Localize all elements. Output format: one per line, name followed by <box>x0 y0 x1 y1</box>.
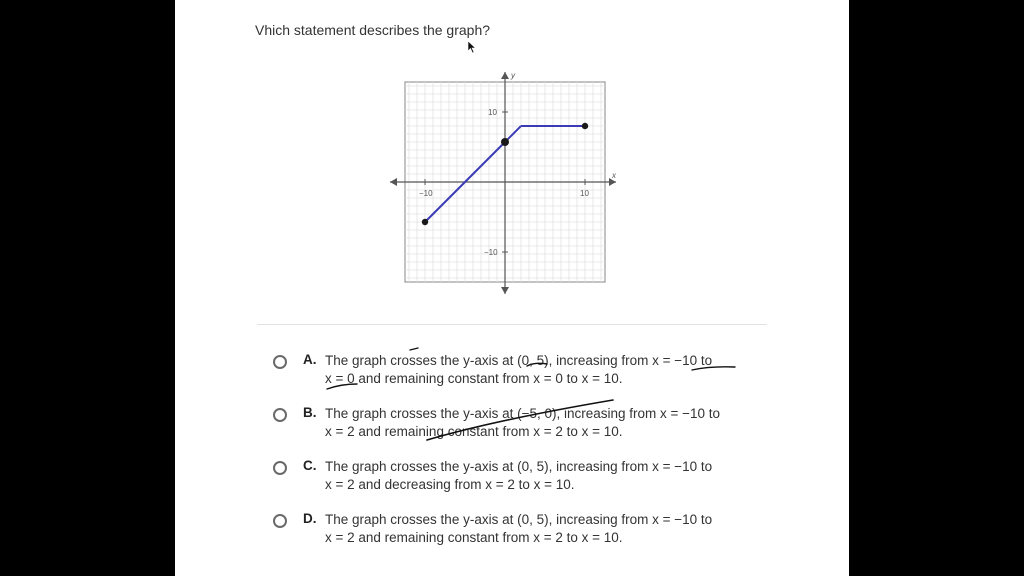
graph-point <box>422 219 428 225</box>
option-text-line: x = 0 and remaining constant from x = 0 to x = 10. <box>325 370 623 386</box>
option-text <box>325 458 795 493</box>
option-text <box>325 405 795 440</box>
y-axis-up-arrow-icon <box>501 72 509 79</box>
option-text <box>325 352 795 387</box>
y-axis-label: y <box>511 71 515 80</box>
tick-label-x-neg: −10 <box>419 189 433 198</box>
option-letter: A. <box>303 352 317 367</box>
option-text-line: The graph crosses the y-axis at (−5, 0), increasing from x = −10 to <box>325 406 721 421</box>
x-axis-left-arrow-icon <box>390 178 397 186</box>
divider <box>257 324 767 325</box>
tick-label-y-neg: −10 <box>484 248 498 257</box>
option-text-line: x = 2 and decreasing from x = 2 to x = 10. <box>325 476 575 492</box>
option-text-line: The graph crosses the y-axis at (0, 5), increasing from x = −10 to <box>325 512 713 527</box>
x-axis-label: x <box>612 171 616 180</box>
tick-label-x-pos: 10 <box>580 189 589 198</box>
radio-button-a[interactable] <box>273 355 287 369</box>
question-text: Vhich statement describes the graph? <box>255 22 491 38</box>
tick-label-y-pos: 10 <box>488 108 497 117</box>
option-text-line: x = 2 and remaining constant from x = 2 to x = 10. <box>325 529 623 545</box>
radio-button-c[interactable] <box>273 461 287 475</box>
option-text <box>325 511 795 546</box>
option-letter: B. <box>303 405 317 420</box>
graph-point <box>582 123 588 129</box>
question-page <box>175 0 849 576</box>
pen-mark <box>410 348 418 350</box>
coordinate-graph <box>390 70 625 300</box>
graph-point <box>501 138 509 146</box>
option-text-line: The graph crosses the y-axis at (0, 5), increasing from x = −10 to <box>325 459 713 474</box>
mouse-pointer-icon <box>467 40 477 54</box>
radio-button-d[interactable] <box>273 514 287 528</box>
radio-button-b[interactable] <box>273 408 287 422</box>
option-text-line: The graph crosses the y-axis at (0, 5), increasing from x = −10 to <box>325 353 713 368</box>
option-text-line: x = 2 and remaining constant from x = 2 to x = 10. <box>325 423 623 439</box>
option-letter: D. <box>303 511 317 526</box>
option-letter: C. <box>303 458 317 473</box>
y-axis-down-arrow-icon <box>501 287 509 294</box>
